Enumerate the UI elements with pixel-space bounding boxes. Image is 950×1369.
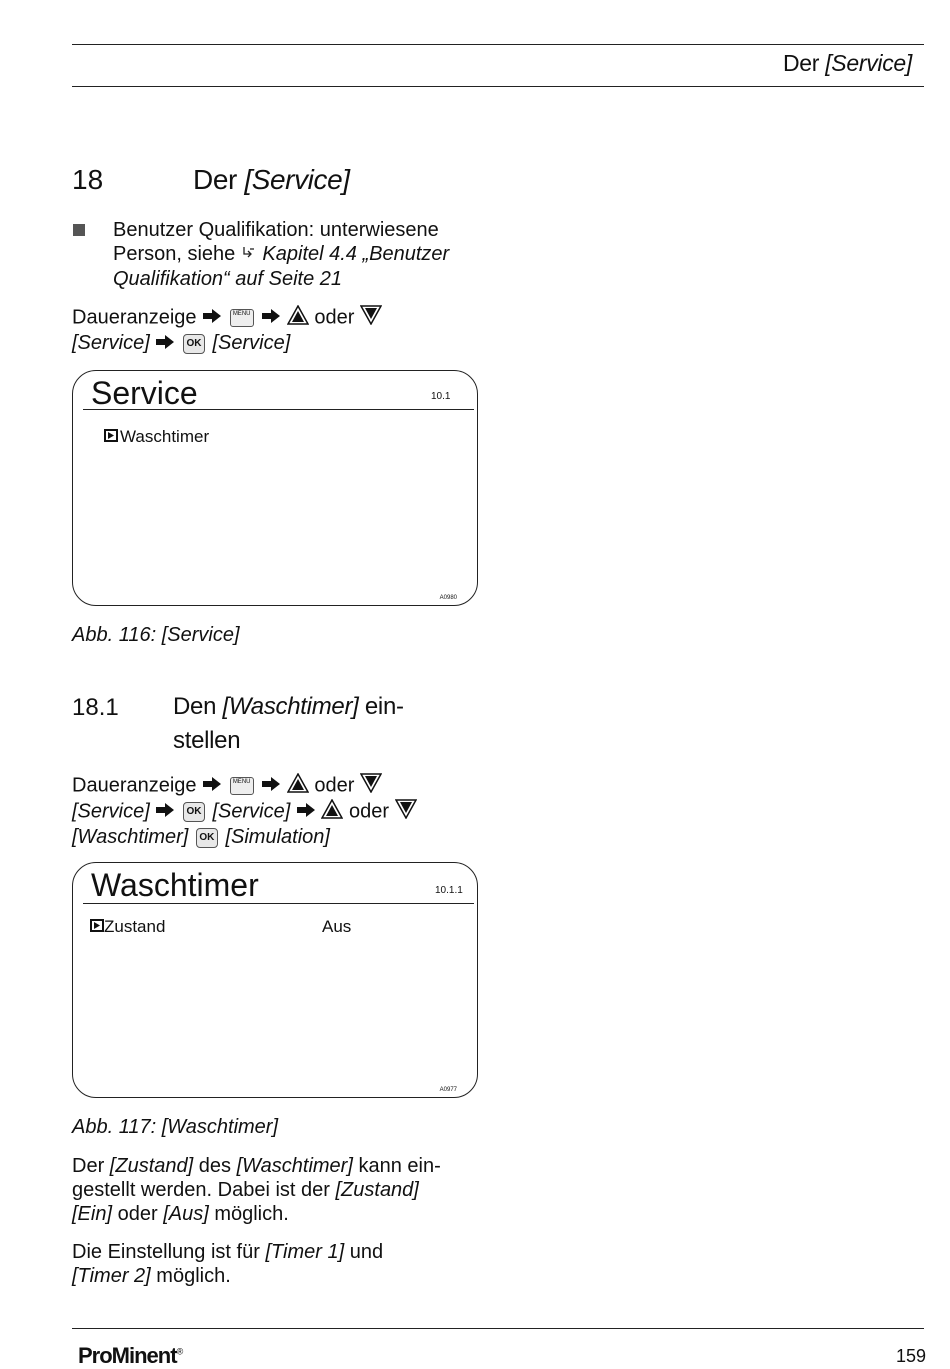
subsection-title: Den [Waschtimer] ein- stellen [173, 693, 404, 754]
arrow-right-icon [202, 774, 222, 798]
link-arrow-icon [241, 243, 257, 267]
figure-caption-116: Abb. 116: [Service] [72, 624, 240, 646]
arrow-right-icon [202, 306, 222, 330]
bullet-square [73, 224, 85, 236]
header-bottom-rule [72, 86, 924, 87]
figure-code: A0977 [439, 1087, 457, 1093]
waschtimer-display-screen [72, 862, 478, 1098]
zustand-description: Der [Zustand] des [Waschtimer] kann ein- gestellt werden. Dabei ist der [Zustand] [Ein] oder [Aus] möglich. [72, 1155, 441, 1225]
running-header: Der [Service] [782, 50, 912, 76]
arrow-right-icon [261, 306, 281, 330]
selection-arrow-icon [104, 427, 118, 447]
figure-caption-117: Abb. 117: [Waschtimer] [72, 1116, 279, 1138]
arrow-right-icon [261, 774, 281, 798]
screen-title-divider [83, 903, 474, 904]
ok-key-icon: OK [196, 828, 218, 848]
section-title: Der [Service] [193, 164, 350, 195]
down-key-icon [360, 305, 382, 331]
screen-number: 10.1 [431, 391, 451, 402]
service-display-screen [72, 370, 478, 606]
up-key-icon [287, 305, 309, 331]
navigation-path-1: Daueranzeige MENU oder [Service] OK [Service] [72, 305, 482, 356]
menu-key-icon: MENU [230, 309, 254, 327]
section-number: 18 [72, 164, 104, 195]
prominent-logo: ProMinent® [78, 1343, 183, 1368]
down-key-icon [360, 773, 382, 799]
timer-description: Die Einstellung ist für [Timer 1] und [Timer 2] möglich. [72, 1241, 384, 1287]
up-key-icon [287, 773, 309, 799]
chapter-link[interactable]: Kapitel 4.4 „Benutzer Qualifikation“ auf Seite 21 [113, 243, 450, 290]
screen-title-divider [83, 409, 474, 410]
ok-key-icon: OK [183, 802, 205, 822]
arrow-right-icon [155, 332, 175, 356]
screen-number: 10.1.1 [435, 885, 463, 896]
selection-arrow-icon [90, 917, 104, 937]
qualification-note: Benutzer Qualifikation: unterwiesene Person, siehe Kapitel 4.4 „Benutzer Qualifikation“ auf Seite 21 [113, 219, 450, 290]
zustand-value: Aus [322, 917, 352, 936]
down-key-icon [395, 799, 417, 825]
subsection-number: 18.1 [72, 694, 119, 721]
menu-key-icon: MENU [230, 777, 254, 795]
arrow-right-icon [155, 800, 175, 824]
menu-item-waschtimer[interactable]: Waschtimer [104, 427, 209, 447]
figure-code: A0980 [439, 595, 457, 601]
screen-title: Service [91, 375, 198, 411]
qualification-label: Benutzer Qualifikation: [113, 219, 315, 241]
header-top-rule [72, 44, 924, 45]
navigation-path-2: Daueranzeige MENU oder [Service] OK [Service] oder [Waschtimer] OK [Simulation] [72, 773, 482, 849]
arrow-right-icon [296, 800, 316, 824]
screen-title: Waschtimer [91, 867, 259, 903]
up-key-icon [321, 799, 343, 825]
page-number: 159 [895, 1346, 926, 1366]
ok-key-icon: OK [183, 334, 205, 354]
menu-item-zustand[interactable]: Zustand [90, 917, 165, 937]
footer-rule [72, 1328, 924, 1329]
